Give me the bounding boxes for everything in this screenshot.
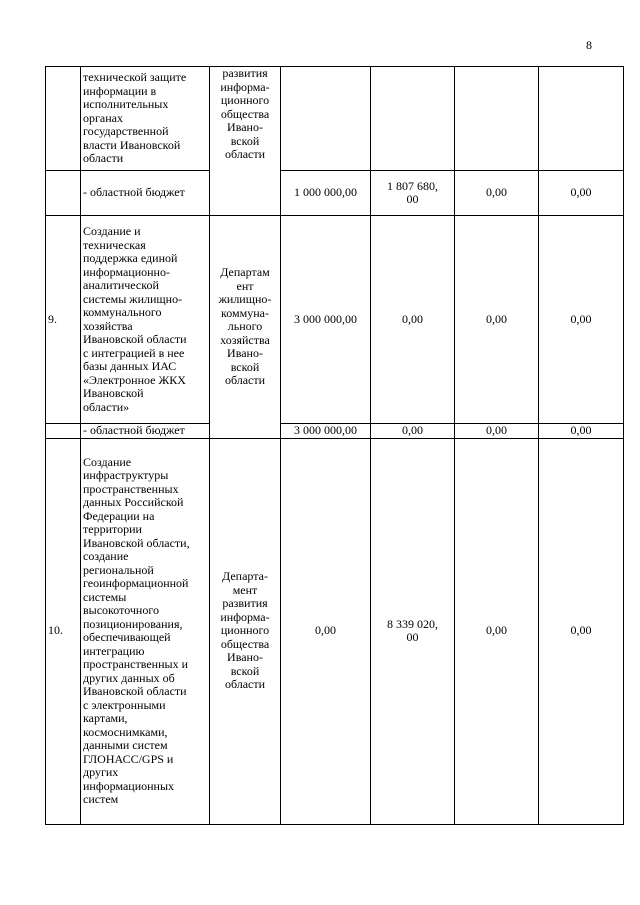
row-amount-4: 0,00 <box>539 171 624 216</box>
row-responsible: Департа- мент развития информа- ционного общества Ивано- вской области <box>210 438 281 824</box>
row-amount-3: 0,00 <box>455 438 539 824</box>
table-row-subbudget <box>46 171 624 216</box>
row-number-cell <box>46 67 81 171</box>
row-amount-3: 0,00 <box>455 424 539 439</box>
row-amount-3 <box>455 67 539 171</box>
row-amount-2: 8 339 020, 00 <box>371 438 455 824</box>
table-row <box>46 438 624 824</box>
row-amount-4: 0,00 <box>539 216 624 424</box>
table-row-subbudget <box>46 424 624 439</box>
row-amount-4: 0,00 <box>539 438 624 824</box>
row-amount-1: 1 000 000,00 <box>281 171 371 216</box>
row-number-cell <box>46 424 81 439</box>
row-amount-2: 0,00 <box>371 216 455 424</box>
row-description: технической защите информации в исполнительных органах государственной власти Ивановской области <box>81 67 210 171</box>
sub-budget-label: - областной бюджет <box>81 424 210 439</box>
row-amount-1: 3 000 000,00 <box>281 424 371 439</box>
row-amount-1 <box>281 67 371 171</box>
row-amount-2 <box>371 67 455 171</box>
sub-budget-label: - областной бюджет <box>81 171 210 216</box>
table-row <box>46 216 624 424</box>
row-amount-3: 0,00 <box>455 216 539 424</box>
row-description: Создание инфраструктуры пространственных данных Российской Федерации на территории Ивановской области, создание региональной геоинформационной системы высокоточного позиционирования, обеспечивающей интеграцию пространственных и других данных об Ивановской области с электронными картами, космоснимками, данными систем ГЛОНАСС/GPS и других информационных систем <box>81 438 210 824</box>
row-number-cell <box>46 171 81 216</box>
page-number: 8 <box>586 38 592 52</box>
row-description: Создание и техническая поддержка единой информационно- аналитической системы жилищно- коммунального хозяйства Ивановской области с интеграцией в нее базы данных ИАС «Электронное ЖКХ Ивановской области» <box>81 216 210 424</box>
row-responsible: Департам ент жилищно- коммуна- льного хозяйства Ивано- вской области <box>210 216 281 439</box>
row-number: 10. <box>46 438 81 824</box>
row-responsible: развития информа- ционного общества Ивано- вской области <box>210 67 281 216</box>
row-number: 9. <box>46 216 81 424</box>
table-row <box>46 67 624 171</box>
row-amount-4 <box>539 67 624 171</box>
row-amount-2: 0,00 <box>371 424 455 439</box>
row-amount-1: 3 000 000,00 <box>281 216 371 424</box>
row-amount-4: 0,00 <box>539 424 624 439</box>
row-amount-2: 1 807 680, 00 <box>371 171 455 216</box>
row-amount-1: 0,00 <box>281 438 371 824</box>
row-amount-3: 0,00 <box>455 171 539 216</box>
budget-table <box>45 66 624 825</box>
